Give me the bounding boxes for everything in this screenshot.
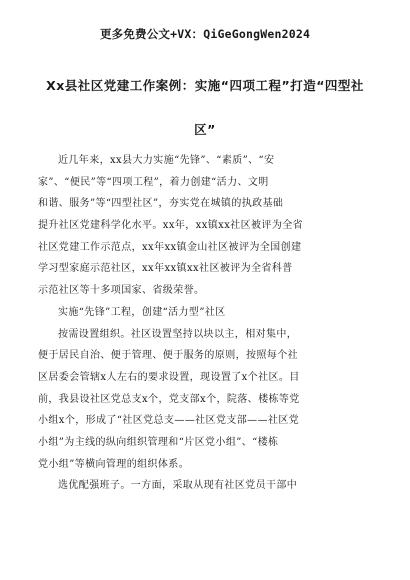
body-line: 选优配强班子。一方面，采取从现有社区党员干部中 [58, 480, 298, 492]
body-line: 和谐、服务”等“四型社区”，夯实党在城镇的执政基础 [38, 198, 284, 210]
document-body [38, 150, 372, 497]
document-title-line-1: Xx县社区党建工作案例：实施“四项工程”打造“四型社 [46, 78, 364, 93]
body-line: 便于居民自治、便于管理、便于服务的原则，按照每个社 [38, 350, 298, 362]
body-line: 党小组”等横向管理的组织体系。 [38, 458, 190, 470]
body-line: 示范社区等十多项国家、省级荣誉。 [38, 285, 205, 297]
body-line: 家”、“便民”等“四项工程”，着力创建“活力、文明 [38, 176, 269, 188]
body-line: 前，我县设社区党总支x个，党支部x个，院落、楼栋等党 [38, 393, 300, 405]
body-line: 近几年来，xx县大力实施“先锋”、“素质”、“安 [58, 155, 275, 166]
body-line: 社区党建工作示范点，xx年xx镇金山社区被评为全国创建 [38, 241, 302, 253]
promo-banner: 更多免费公文+VX：QiGeGongWen2024 [99, 27, 311, 41]
body-line: 按需设置组织。社区设置坚持以块以主，相对集中， [58, 328, 298, 340]
body-line: 学习型家庭示范社区，xx年xx镇xx社区被评为全省科普 [38, 263, 293, 275]
document-title-line-2: 区” [194, 122, 216, 137]
body-line: 提升社区党建科学化水平。xx年，xx镇xx社区被评为全省 [38, 220, 304, 232]
section-heading: 实施“先锋”工程，创建“活力型”社区 [58, 306, 226, 318]
body-line: 小组x个，形成了“社区党总支——社区党支部——社区党 [38, 415, 300, 427]
body-line: 小组”为主线的纵向组织管理和“片区党小组”、“楼栋 [38, 436, 279, 448]
body-line: 区居委会管辖x人左右的要求设置，现设置了x个社区。目 [38, 371, 300, 383]
